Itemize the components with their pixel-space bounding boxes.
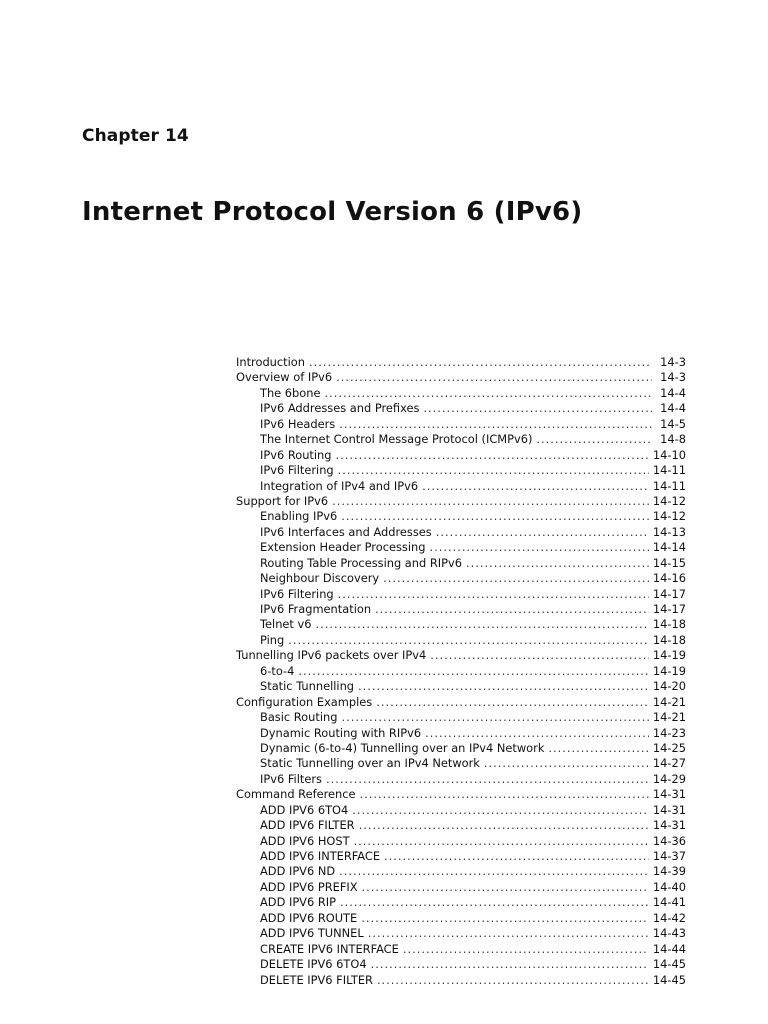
- toc-entry[interactable]: [236, 741, 686, 756]
- toc-entry[interactable]: [236, 957, 686, 972]
- toc-dot-leader: [425, 726, 649, 741]
- toc-entry-page-number: 14-43: [652, 926, 686, 941]
- toc-entry[interactable]: [236, 479, 686, 494]
- toc-entry-title: IPv6 Filtering: [260, 463, 334, 478]
- toc-entry[interactable]: [236, 803, 686, 818]
- toc-entry[interactable]: [236, 679, 686, 694]
- toc-entry-page-number: 14-10: [652, 447, 686, 462]
- toc-entry-title: 6-to-4: [260, 663, 295, 678]
- toc-entry-title: ADD IPV6 HOST: [260, 833, 350, 848]
- toc-entry-page-number: 14-45: [652, 972, 686, 987]
- toc-entry-page-number: 14-17: [652, 602, 686, 616]
- toc-entry-title: Integration of IPv4 and IPv6: [260, 478, 419, 493]
- toc-entry-title: ADD IPV6 TUNNEL: [260, 926, 364, 941]
- toc-entry[interactable]: [236, 864, 686, 879]
- toc-entry[interactable]: [236, 463, 686, 478]
- toc-entry[interactable]: [236, 355, 686, 370]
- toc-dot-leader: [377, 973, 649, 988]
- toc-entry-title: Command Reference: [236, 787, 356, 802]
- toc-entry-page-number: 14-44: [652, 941, 686, 956]
- toc-entry-title: Neighbour Discovery: [260, 571, 380, 586]
- chapter-label: Chapter 14: [82, 126, 189, 146]
- toc-entry[interactable]: [236, 710, 686, 725]
- toc-dot-leader: [403, 942, 649, 957]
- toc-entry-page-number: 14-18: [652, 617, 686, 632]
- toc-entry-page-number: 14-29: [652, 771, 686, 786]
- toc-entry-page-number: 14-18: [652, 632, 686, 647]
- toc-dot-leader: [316, 617, 649, 632]
- toc-entry[interactable]: [236, 370, 686, 385]
- toc-entry-title: The 6bone: [260, 385, 321, 400]
- toc-entry-page-number: 14-19: [652, 663, 686, 678]
- toc-entry[interactable]: [236, 695, 686, 710]
- toc-entry[interactable]: [236, 895, 686, 910]
- toc-entry-title: IPv6 Fragmentation: [260, 602, 372, 616]
- toc-dot-leader: [422, 479, 649, 494]
- toc-entry-title: Routing Table Processing and RIPv6: [260, 555, 462, 570]
- toc-entry-title: IPv6 Filtering: [260, 586, 334, 601]
- toc-entry[interactable]: [236, 494, 686, 509]
- toc-entry-title: Extension Header Processing: [260, 540, 426, 555]
- toc-entry-title: The Internet Control Message Protocol (ICMPv6): [260, 432, 533, 447]
- toc-entry-page-number: 14-39: [652, 864, 686, 879]
- toc-entry[interactable]: [236, 880, 686, 895]
- toc-entry-title: IPv6 Interfaces and Addresses: [260, 524, 432, 539]
- toc-dot-leader: [358, 679, 649, 694]
- toc-entry-title: Dynamic (6-to-4) Tunnelling over an IPv4 Network: [260, 740, 545, 755]
- toc-entry-title: Ping: [260, 632, 285, 647]
- toc-entry-page-number: 14-31: [652, 802, 686, 817]
- toc-entry[interactable]: [236, 417, 686, 432]
- toc-dot-leader: [336, 448, 649, 463]
- toc-dot-leader: [354, 834, 649, 849]
- toc-entry-page-number: 14-15: [652, 555, 686, 570]
- toc-dot-leader: [362, 880, 649, 895]
- toc-entry-page-number: 14-14: [652, 540, 686, 555]
- toc-entry[interactable]: [236, 834, 686, 849]
- toc-entry-title: Configuration Examples: [236, 694, 373, 709]
- toc-entry-title: IPv6 Headers: [260, 416, 336, 431]
- toc-entry[interactable]: [236, 509, 686, 524]
- toc-entry-title: IPv6 Addresses and Prefixes: [260, 401, 420, 416]
- toc-entry[interactable]: [236, 911, 686, 926]
- toc-entry[interactable]: [236, 726, 686, 741]
- chapter-title: Internet Protocol Version 6 (IPv6): [82, 197, 583, 227]
- toc-dot-leader: [338, 587, 649, 602]
- toc-entry-title: ADD IPV6 INTERFACE: [260, 849, 381, 863]
- toc-entry-title: CREATE IPV6 INTERFACE: [260, 941, 399, 956]
- toc-dot-leader: [339, 417, 652, 432]
- toc-dot-leader: [375, 602, 649, 617]
- toc-entry-page-number: 14-31: [652, 787, 686, 802]
- toc-entry[interactable]: [236, 448, 686, 463]
- toc-entry-page-number: 14-42: [652, 910, 686, 925]
- toc-entry-title: DELETE IPV6 6TO4: [260, 957, 367, 972]
- toc-entry[interactable]: [236, 587, 686, 602]
- toc-entry-page-number: 14-37: [652, 849, 686, 863]
- toc-entry[interactable]: [236, 648, 686, 663]
- toc-entry-title: Introduction: [236, 355, 305, 369]
- toc-dot-leader: [436, 525, 649, 540]
- toc-entry[interactable]: [236, 540, 686, 555]
- table-of-contents: [236, 355, 686, 988]
- toc-dot-leader: [288, 633, 649, 648]
- toc-entry[interactable]: [236, 386, 686, 401]
- toc-dot-leader: [376, 695, 649, 710]
- toc-dot-leader: [430, 648, 649, 663]
- toc-entry-title: ADD IPV6 ND: [260, 864, 336, 879]
- toc-dot-leader: [466, 556, 649, 571]
- toc-entry[interactable]: [236, 633, 686, 648]
- toc-entry[interactable]: [236, 849, 686, 864]
- toc-entry[interactable]: [236, 617, 686, 632]
- toc-dot-leader: [338, 463, 649, 478]
- toc-dot-leader: [352, 803, 649, 818]
- toc-entry-title: Static Tunnelling: [260, 679, 355, 694]
- toc-dot-leader: [309, 355, 652, 370]
- toc-entry-page-number: 14-4: [660, 401, 686, 416]
- toc-entry-page-number: 14-16: [652, 571, 686, 586]
- toc-entry-title: Dynamic Routing with RIPv6: [260, 725, 422, 740]
- toc-dot-leader: [429, 540, 648, 555]
- toc-dot-leader: [536, 432, 652, 447]
- toc-dot-leader: [340, 895, 649, 910]
- toc-dot-leader: [361, 911, 649, 926]
- toc-dot-leader: [359, 818, 649, 833]
- toc-entry-page-number: 14-31: [652, 818, 686, 833]
- toc-dot-leader: [332, 494, 649, 509]
- toc-dot-leader: [336, 370, 652, 385]
- toc-entry-title: ADD IPV6 FILTER: [260, 818, 355, 833]
- toc-entry[interactable]: [236, 787, 686, 802]
- toc-dot-leader: [368, 926, 649, 941]
- toc-entry[interactable]: [236, 756, 686, 771]
- toc-entry-title: ADD IPV6 6TO4: [260, 802, 349, 817]
- toc-entry-title: Telnet v6: [260, 617, 312, 632]
- toc-entry-title: Static Tunnelling over an IPv4 Network: [260, 756, 480, 771]
- toc-entry-title: Tunnelling IPv6 packets over IPv4: [236, 648, 427, 663]
- toc-entry[interactable]: [236, 602, 686, 617]
- toc-entry-title: IPv6 Routing: [260, 447, 332, 462]
- toc-entry[interactable]: [236, 818, 686, 833]
- toc-entry[interactable]: [236, 432, 686, 447]
- toc-dot-leader: [360, 787, 649, 802]
- toc-entry-page-number: 14-19: [652, 648, 686, 663]
- toc-entry-page-number: 14-11: [652, 478, 686, 493]
- toc-entry-title: IPv6 Filters: [260, 771, 322, 786]
- toc-entry-page-number: 14-25: [652, 740, 686, 755]
- toc-entry-page-number: 14-21: [652, 694, 686, 709]
- toc-entry-page-number: 14-8: [660, 432, 686, 447]
- toc-entry-title: ADD IPV6 PREFIX: [260, 879, 358, 894]
- toc-entry[interactable]: [236, 525, 686, 540]
- toc-entry-page-number: 14-27: [652, 756, 686, 771]
- toc-entry-page-number: 14-3: [660, 370, 686, 385]
- toc-entry-page-number: 14-11: [652, 463, 686, 478]
- toc-entry-page-number: 14-17: [652, 586, 686, 601]
- toc-dot-leader: [341, 710, 648, 725]
- toc-entry[interactable]: [236, 973, 686, 988]
- toc-entry-title: Basic Routing: [260, 710, 338, 725]
- toc-dot-leader: [298, 664, 649, 679]
- toc-dot-leader: [423, 401, 652, 416]
- toc-entry-title: Overview of IPv6: [236, 370, 333, 385]
- toc-entry-page-number: 14-41: [652, 895, 686, 910]
- toc-entry[interactable]: [236, 401, 686, 416]
- toc-dot-leader: [384, 849, 649, 864]
- toc-dot-leader: [383, 571, 649, 586]
- toc-entry-page-number: 14-20: [652, 679, 686, 694]
- toc-entry[interactable]: [236, 571, 686, 586]
- toc-entry-page-number: 14-4: [660, 385, 686, 400]
- toc-entry-page-number: 14-40: [652, 879, 686, 894]
- toc-entry-title: Enabling IPv6: [260, 509, 338, 524]
- toc-entry-page-number: 14-21: [652, 710, 686, 725]
- toc-dot-leader: [341, 509, 649, 524]
- toc-entry[interactable]: [236, 942, 686, 957]
- toc-entry[interactable]: [236, 926, 686, 941]
- toc-entry-page-number: 14-5: [660, 416, 686, 431]
- toc-dot-leader: [324, 386, 652, 401]
- toc-entry-title: DELETE IPV6 FILTER: [260, 972, 373, 987]
- toc-entry-page-number: 14-36: [652, 833, 686, 848]
- toc-dot-leader: [371, 957, 649, 972]
- toc-dot-leader: [339, 864, 649, 879]
- toc-entry-page-number: 14-12: [652, 509, 686, 524]
- toc-entry[interactable]: [236, 664, 686, 679]
- toc-entry[interactable]: [236, 772, 686, 787]
- toc-entry-page-number: 14-13: [652, 524, 686, 539]
- toc-entry-page-number: 14-23: [652, 725, 686, 740]
- toc-dot-leader: [326, 772, 649, 787]
- toc-dot-leader: [548, 741, 648, 756]
- toc-entry-title: ADD IPV6 ROUTE: [260, 910, 358, 925]
- toc-entry-page-number: 14-3: [660, 355, 686, 369]
- toc-entry-title: ADD IPV6 RIP: [260, 895, 336, 910]
- toc-dot-leader: [484, 756, 649, 771]
- toc-entry-page-number: 14-45: [652, 957, 686, 972]
- toc-entry[interactable]: [236, 556, 686, 571]
- toc-entry-page-number: 14-12: [652, 493, 686, 508]
- toc-entry-title: Support for IPv6: [236, 493, 329, 508]
